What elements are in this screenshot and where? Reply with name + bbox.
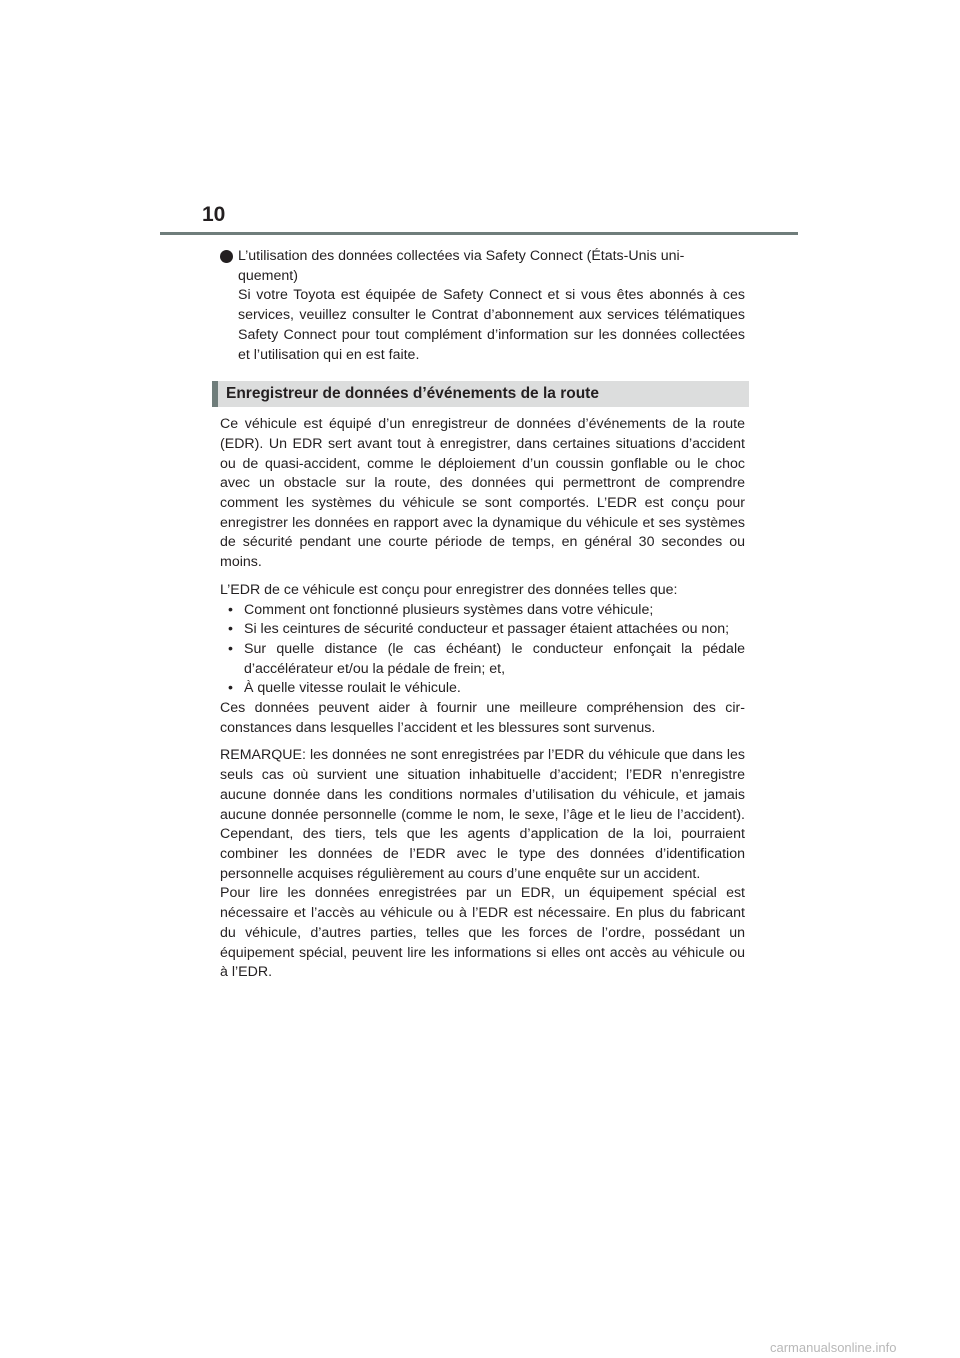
paragraph-edr-data: L’EDR de ce véhicule est conçu pour enregistrer des données telles que: xyxy=(220,581,678,598)
page-content xyxy=(220,247,745,991)
bullet-dot-icon: • xyxy=(228,601,233,618)
paragraph-edr-access: Pour lire les données enregistrées par un EDR, un équipement spécial est nécessaire et l’accès au véhicule ou à l’EDR est nécessaire. En plus du fabricant du véhicule, d’autres parties, telles que les forces de l’ordre, possédant un équipement spécial, peuvent lire les informations si elles ont accès au véhicule ou à l’EDR. xyxy=(220,885,745,981)
list-item xyxy=(228,640,745,679)
list-item-text: Comment ont fonctionné plusieurs systèmes dans votre véhicule; xyxy=(244,601,654,618)
list-item-text: Si les ceintures de sécurité conducteur et passager étaient attachées ou non; xyxy=(244,621,730,638)
circle-bullet-icon xyxy=(220,250,233,263)
list-item xyxy=(228,620,745,640)
bullet-dot-icon: • xyxy=(228,621,233,638)
section-heading-bar xyxy=(212,381,218,407)
paragraph-edr-note: REMARQUE: les données ne sont enregistrées par l’EDR du véhicule que dans les seuls cas où survient une situation inhabituelle d’accident; l’EDR n’enregistre aucune donnée dans les conditions normales d’utilisation du véhicule, et jamais aucune donnée personnelle (comme le nom, le sexe, l’âge et le lieu de l’accident). Cependant, des tiers, tels que les agents d’application de la loi, pourraient combiner les données de l’EDR avec le type des données d’identification personnelle acquises régulièrement au cours d’une enquête sur un accident. xyxy=(220,747,745,882)
list-item-text: Sur quelle distance (le cas échéant) le conducteur enfonçait la pédale d’accélérateur et/ou la pédale de frein; et, xyxy=(244,640,745,677)
section-heading xyxy=(212,381,749,407)
bullet-dot-icon: • xyxy=(228,640,233,657)
paragraph-edr-intro: Ce véhicule est équipé d’un enregistreur de données d’événements de la route (EDR). Un EDR sert avant tout à enregistrer, dans certaines situations d’accident ou de quasi-accident, comme le déploiement d’un coussin gonflable ou le choc avec un obstacle sur la route, des données qui permettront de comprendre comment les systèmes du véhicule se sont comportés. L’EDR est conçu pour enregistrer les données en rapport avec la dynamique du véhicule et ses systèmes de sécurité pendant une courte période de temps, en général 30 secondes ou moins. xyxy=(220,416,745,571)
section-heading-text: Enregistreur de données d’événements de la route xyxy=(226,385,599,403)
bullet-dot-icon: • xyxy=(228,680,233,697)
list-item xyxy=(228,601,745,621)
watermark: carmanualsonline.info xyxy=(770,1340,897,1355)
info-item xyxy=(220,247,745,365)
list-item-text: À quelle vitesse roulait le véhicule. xyxy=(244,680,461,697)
page-number: 10 xyxy=(202,203,226,226)
info-item-title-cont: quement) xyxy=(238,267,298,284)
info-item-title-line: L’utilisation des données collectées via Safety Connect (États-Unis uni- xyxy=(238,248,685,264)
info-item-title xyxy=(238,247,745,286)
info-item-body: Si votre Toyota est équipée de Safety Connect et si vous êtes abonnés à ces services, veuillez consulter le Contrat d’abonnement aux services télématiques Safety Connect pour tout complément d’information sur les données collectées et l’utilisation qui en est faite. xyxy=(238,287,745,363)
paragraph-edr-purpose: Ces données peuvent aider à fournir une meilleure compréhension des circonstances dans lesquelles l’accident et les blessures sont survenus. xyxy=(220,700,745,736)
edr-data-list xyxy=(220,601,745,700)
header-rule xyxy=(160,232,798,235)
list-item xyxy=(228,679,745,699)
